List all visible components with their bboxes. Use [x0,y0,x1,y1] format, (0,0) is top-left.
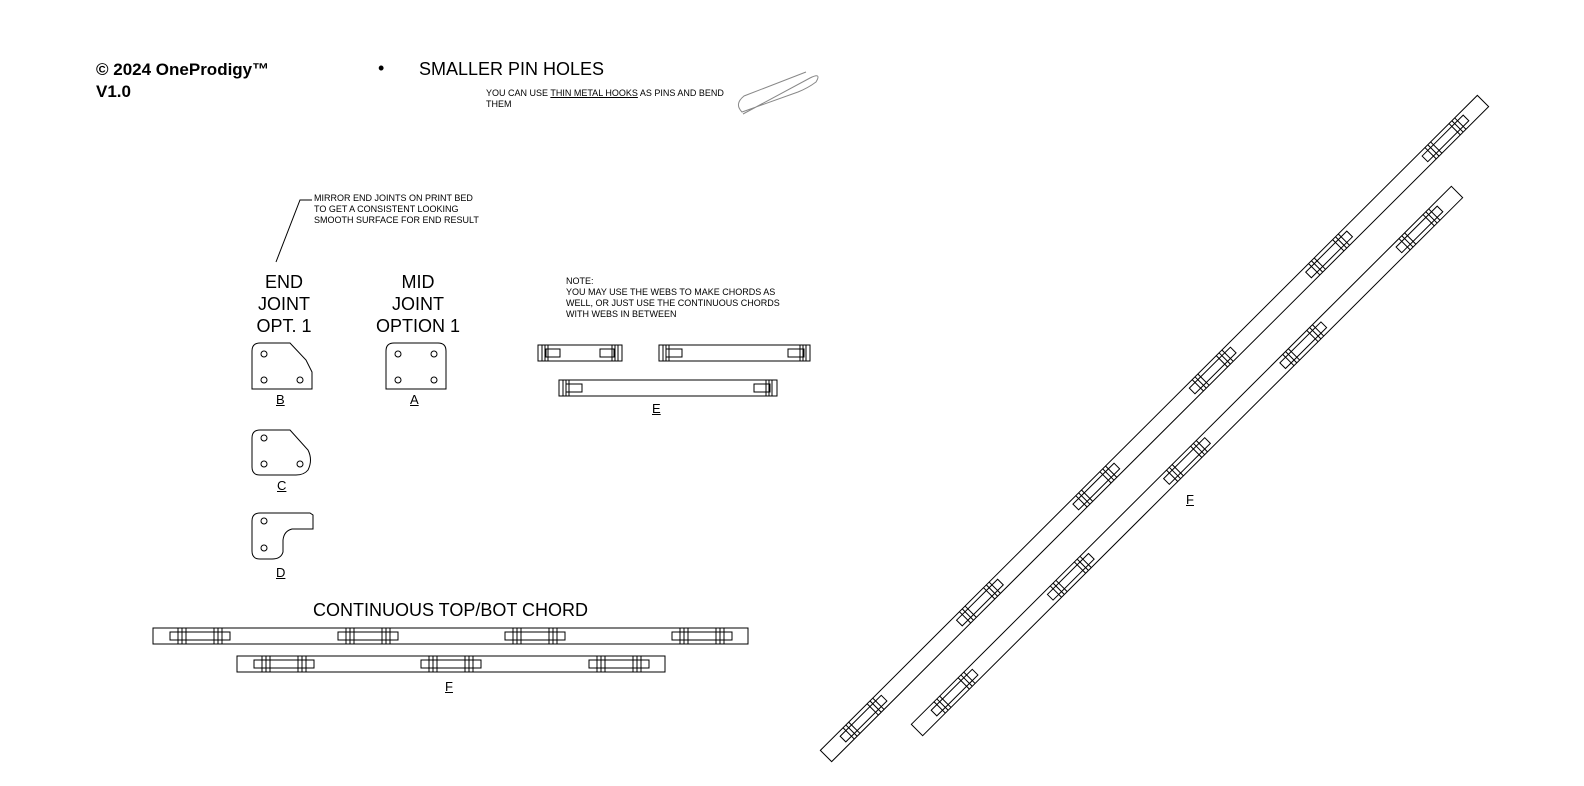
paperclip-icon [738,72,818,114]
diagonal-chord-slot [931,669,978,716]
diagonal-chord-pin-mark [1335,237,1346,248]
diagonal-chord-pin-mark [934,702,945,713]
diagonal-chord-slot [840,695,887,742]
diagonal-chord-pin-mark [965,606,976,617]
diagonal-chord-slot [1164,438,1211,485]
mid-joint-title-line1: MID [401,272,435,292]
diagonal-chord-pin-mark [959,612,970,623]
diagonal-chord-pin-mark [1288,349,1299,360]
diagonal-chord-slot [1306,231,1353,278]
diagonal-chord-pin-mark [1053,583,1064,594]
hook-note-link: THIN METAL HOOKS [550,88,638,98]
part-label-c: C [277,478,287,493]
bullet-marker: • [378,58,385,78]
diagonal-chord-pin-mark [1455,118,1466,129]
diagonal-chord-pin-mark [983,588,994,599]
diagonal-chord-pin-mark [1333,240,1344,251]
diagonal-chord-pin-mark [1056,580,1067,591]
diagonal-chord-pin-mark [1191,446,1202,457]
diagonal-chord-pin-mark [1193,443,1204,454]
diagonal-chord-pin-mark [1429,209,1440,220]
part-label-f-diagonal: F [1186,492,1194,507]
diagonal-chord-pin-mark [1100,472,1111,483]
diagonal-chord-pin-mark [1216,356,1227,367]
diagonal-chord-pin-mark [1452,121,1463,132]
part-d-shape [252,513,313,559]
hook-note-suffix: AS PINS AND BEND THEM [486,88,724,109]
part-label-f-horizontal: F [445,679,453,694]
diagonal-chord-pin-mark [1172,465,1183,476]
diagonal-chord-pin-mark [1426,212,1437,223]
diagonal-chord-pin-mark [1166,470,1177,481]
part-a-shape [386,343,446,389]
diagonal-chord-pin-mark [1431,142,1442,153]
end-joint-title-line2: JOINT [258,294,310,314]
diagonal-chord-body [820,95,1488,761]
diagonal-chord-pin-mark [1106,466,1117,477]
diagonal-chord-pin-mark [1219,353,1230,364]
chord-title: CONTINUOUS TOP/BOT CHORD [313,600,589,620]
diagonal-chord-slot [1396,206,1443,253]
mirror-note: MIRROR END JOINTS ON PRINT BED TO GET A CONSISTENT LOOKING SMOOTH SURFACE FOR END RESULT [314,193,479,225]
diagonal-chord-pin-mark [1423,215,1434,226]
diagonal-chord-pin-mark [1399,239,1410,250]
pin-holes-heading: SMALLER PIN HOLES [419,59,605,79]
diagonal-chord-pin-mark [1428,145,1439,156]
diagonal-chord-2 [911,186,1462,735]
end-joint-title-line1: END [264,272,303,292]
mid-joint-title-line2: JOINT [392,294,444,314]
mid-joint-title-line3: OPTION 1 [375,316,460,336]
diagonal-chord-pin-mark [873,698,884,709]
diagonal-chord-pin-mark [1195,377,1206,388]
part-label-a: A [410,392,419,407]
diagonal-chord-pin-mark [849,722,860,733]
diagonal-chord-pin-mark [1405,233,1416,244]
diagonal-chord-pin-mark [1338,234,1349,245]
diagonal-chord-slot [1280,322,1327,369]
diagonal-chord-pin-mark [1074,562,1085,573]
diagonal-chord-pin-mark [1050,586,1061,597]
diagonal-chord-slot [1422,115,1469,162]
part-c-shape [252,430,311,475]
diagonal-chord-pin-mark [1309,264,1320,275]
diagonal-chord-pin-mark [1077,559,1088,570]
part-e-webs [538,345,810,396]
diagonal-chord-pin-mark [1103,469,1114,480]
diagonal-chord-pin-mark [1222,350,1233,361]
version-text: V1.0 [96,82,131,101]
web-note-body: YOU MAY USE THE WEBS TO MAKE CHORDS AS WELL, OR JUST USE THE CONTINUOUS CHORDS WITH WEBS IN BETWEEN [566,287,780,319]
diagonal-chord-pin-mark [940,696,951,707]
diagonal-chord-pin-mark [1286,352,1297,363]
continuous-chord-top [153,628,748,644]
diagonal-chord-pin-mark [1425,148,1436,159]
web-note-title: NOTE: [566,276,594,286]
diagonal-chord-pin-mark [1076,496,1087,507]
copyright-text: © 2024 OneProdigy™ [96,60,270,79]
diagonal-chord-pin-mark [1079,493,1090,504]
diagonal-chord-pin-mark [1196,441,1207,452]
diagonal-chord-pin-mark [1080,556,1091,567]
diagonal-chord-slot [1073,463,1120,510]
part-b-shape [252,343,312,389]
diagonal-chord-pin-mark [961,675,972,686]
diagonal-chord-slot [1189,347,1236,394]
diagonal-chord-pin-mark [1312,325,1323,336]
diagonal-chord-body [911,186,1462,735]
diagonal-chord-pin-mark [1081,490,1092,501]
diagonal-chord-pin-mark [1198,374,1209,385]
diagonal-chord-pin-mark [962,609,973,620]
diagonal-chord-slot [1047,553,1094,600]
diagonal-chord-pin-mark [964,672,975,683]
diagonal-chord-pin-mark [1311,261,1322,272]
diagonal-chord-pin-mark [843,728,854,739]
diagonal-chord-pin-mark [1192,380,1203,391]
part-label-b: B [276,392,285,407]
diagonal-chord-slot [957,579,1004,626]
diagonal-chord-pin-mark [986,585,997,596]
diagonal-chord-pin-mark [1314,258,1325,269]
diagonal-chord-pin-mark [958,678,969,689]
diagonal-chord-pin-mark [1402,236,1413,247]
diagonal-chord-1 [820,95,1488,761]
diagonal-chord-pin-mark [870,701,881,712]
diagonal-chord-pin-mark [1283,354,1294,365]
diagonal-chord-pin-mark [989,582,1000,593]
diagonal-chord-pin-mark [867,704,878,715]
part-label-d: D [276,565,286,580]
diagonal-chord-pin-mark [937,699,948,710]
diagonal-chord-pin-mark [1169,467,1180,478]
diagonal-chord-pin-mark [1307,330,1318,341]
leader-line [276,200,312,262]
part-label-e: E [652,401,661,416]
diagonal-chord-pin-mark [1310,328,1321,339]
diagonal-chord-pin-mark [1449,124,1460,135]
continuous-chord-bottom [237,656,665,672]
hook-note-prefix: YOU CAN USE [486,88,551,98]
end-joint-title-line3: OPT. 1 [256,316,312,336]
diagonal-chord-pin-mark [846,725,857,736]
